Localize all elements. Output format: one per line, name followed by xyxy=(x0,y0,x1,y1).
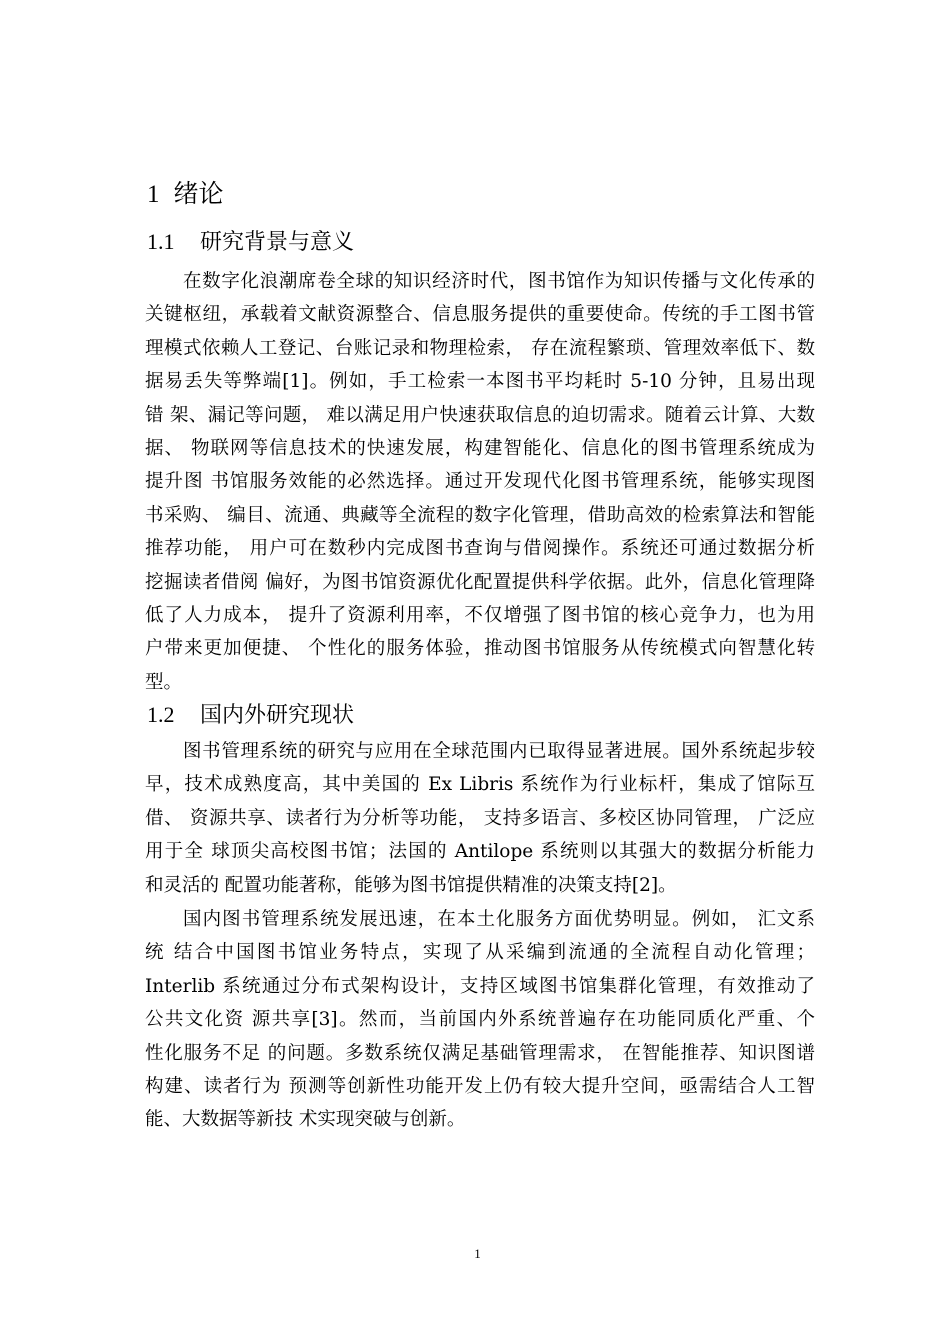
paragraph xyxy=(145,265,815,699)
text-line: 理模式依赖人工登记、台账记录和物理检索， 存在流程繁琐、管理效率低下、数 xyxy=(145,337,815,359)
text-line: 错 架、漏记等问题， 难以满足用户快速获取信息的迫切需求。随着云计算、大数 xyxy=(145,404,815,426)
chapter-heading xyxy=(147,174,224,210)
text-line: 书采购、 编目、流通、典藏等全流程的数字化管理，借助高效的检索算法和智能 xyxy=(145,504,815,526)
text-line: 挖掘读者借阅 偏好，为图书馆资源优化配置提供科学依据。此外，信息化管理降 xyxy=(145,571,815,593)
text-line: 关键枢纽，承载着文献资源整合、信息服务提供的重要使命。传统的手工图书管 xyxy=(145,304,815,326)
section-heading-1-2 xyxy=(147,698,354,729)
paragraph xyxy=(145,903,815,1137)
section-number: 1.2 xyxy=(147,702,175,727)
text-line: 在数字化浪潮席卷全球的知识经济时代，图书馆作为知识传播与文化传承的 xyxy=(183,271,815,292)
text-line: 统 结合中国图书馆业务特点，实现了从采编到流通的全流程自动化管理； xyxy=(145,942,815,964)
text-line: 推荐功能， 用户可在数秒内完成图书查询与借阅操作。系统还可通过数据分析 xyxy=(145,538,815,560)
text-line: 用于全 球顶尖高校图书馆；法国的 Antilope 系统则以其强大的数据分析能力 xyxy=(145,841,815,863)
section-title: 国内外研究现状 xyxy=(200,703,355,728)
section-title: 研究背景与意义 xyxy=(200,230,355,255)
text-line: 能、大数据等新技 术实现突破与创新。 xyxy=(145,1109,466,1131)
text-line: 早，技术成熟度高，其中美国的 Ex Libris 系统作为行业标杆，集成了馆际互 xyxy=(145,774,815,796)
text-line: 提升图 书馆服务效能的必然选择。通过开发现代化图书管理系统，能够实现图 xyxy=(145,471,815,493)
chapter-number: 1 xyxy=(147,181,160,208)
text-line: 图书管理系统的研究与应用在全球范围内已取得显著进展。国外系统起步较 xyxy=(183,741,815,762)
paragraph xyxy=(145,735,815,902)
text-line: 户带来更加便捷、 个性化的服务体验，推动图书馆服务从传统模式向智慧化转 xyxy=(145,638,815,660)
section-number: 1.1 xyxy=(147,229,175,254)
text-line: 借、 资源共享、读者行为分析等功能， 支持多语言、多校区协同管理， 广泛应 xyxy=(145,807,815,829)
text-line: Interlib 系统通过分布式架构设计，支持区域图书馆集群化管理，有效推动了 xyxy=(145,975,815,997)
text-line: 型。 xyxy=(145,671,183,693)
section-heading-1-1 xyxy=(147,225,354,256)
text-line: 公共文化资 源共享[3]。然而，当前国内外系统普遍存在功能同质化严重、个 xyxy=(145,1009,815,1031)
text-line: 和灵活的 配置功能著称，能够为图书馆提供精准的决策支持[2]。 xyxy=(145,874,677,896)
page-number: 1 xyxy=(474,1246,481,1261)
text-line: 构建、读者行为 预测等创新性功能开发上仍有较大提升空间，亟需结合人工智 xyxy=(145,1075,815,1097)
text-line: 性化服务不足 的问题。多数系统仅满足基础管理需求， 在智能推荐、知识图谱 xyxy=(145,1042,815,1064)
chapter-title: 绪论 xyxy=(173,179,224,208)
text-line: 据易丢失等弊端[1]。例如，手工检索一本图书平均耗时 5-10 分钟，且易出现 xyxy=(145,371,815,393)
text-line: 据、 物联网等信息技术的快速发展，构建智能化、信息化的图书管理系统成为 xyxy=(145,437,815,459)
text-line: 国内图书管理系统发展迅速，在本土化服务方面优势明显。例如， 汇文系 xyxy=(183,909,815,930)
text-line: 低了人力成本， 提升了资源利用率，不仅增强了图书馆的核心竞争力，也为用 xyxy=(145,604,815,626)
